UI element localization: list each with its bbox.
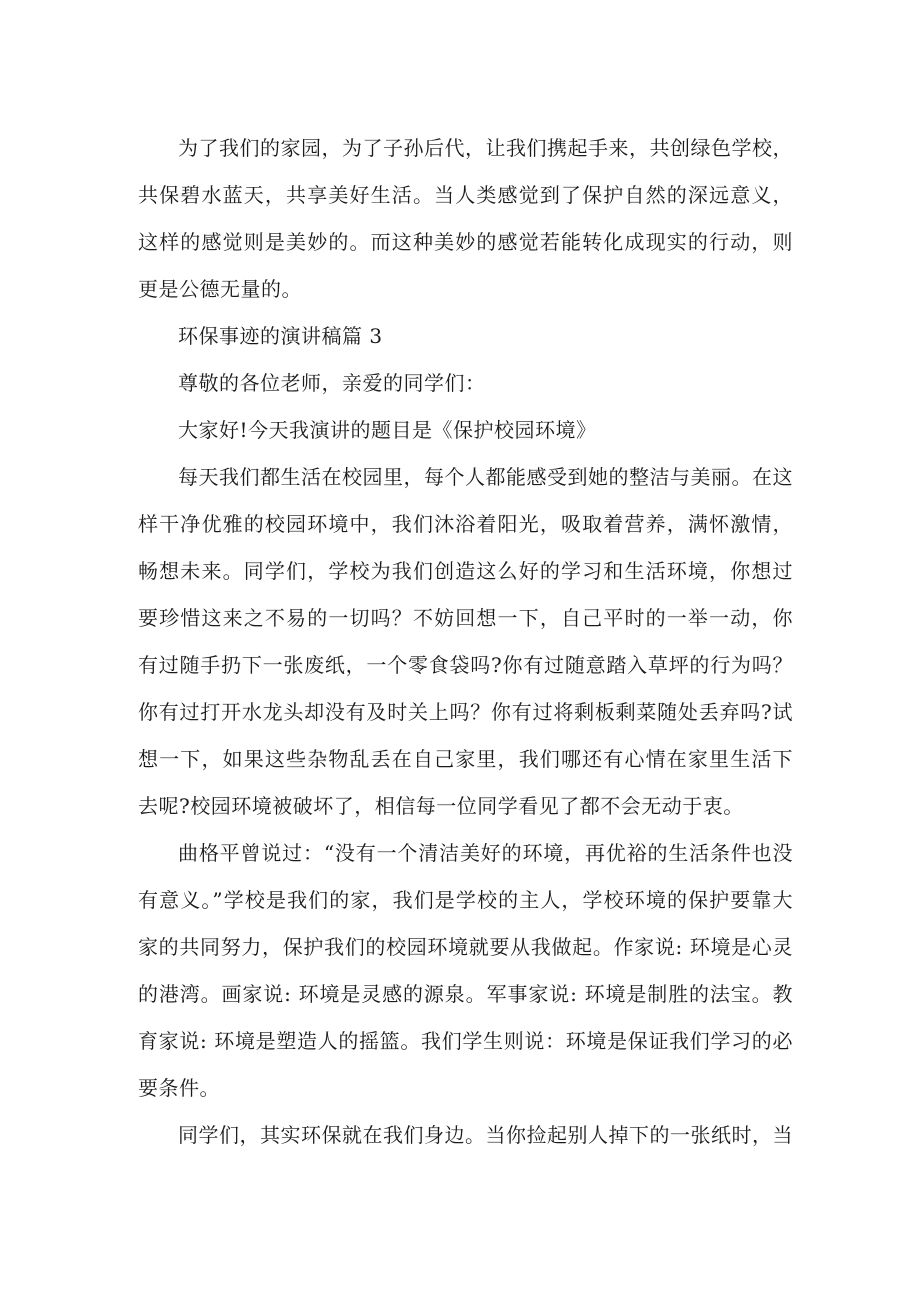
paragraph-quote: 曲格平曾说过：“没有一个清洁美好的环境，再优裕的生活条件也没有意义。”学校是我们的家，我们是学校的主人，学校环境的保护要靠大家的共同努力，保护我们的校园环境就要从我做起。作家说: 环境是心灵的港湾。画家说: 环境是灵感的源泉。军事家说: 环境是制胜的法宝。教育家说: 环境是塑造人的摇篮。我们学生则说：环境是保证我们学习的必要条件。 [138,841,793,1100]
document-body [138,125,793,1159]
greeting-topic: 大家好!今天我演讲的题目是《保护校园环境》 [178,418,597,442]
salutation: 尊敬的各位老师，亲爱的同学们： [178,371,486,395]
paragraph-closing: 为了我们的家园，为了子孙后代，让我们携起手来，共创绿色学校，共保碧水蓝天，共享美好生活。当人类感觉到了保护自然的深远意义，这样的感觉则是美妙的。而这种美妙的感觉若能转化成现实的行动，则更是公德无量的。 [138,136,793,301]
section-heading: 环保事迹的演讲稿篇 3 [178,324,383,348]
paragraph-campus: 每天我们都生活在校园里，每个人都能感受到她的整洁与美丽。在这样干净优雅的校园环境中，我们沐浴着阳光，吸取着营养，满怀激情，畅想未来。同学们，学校为我们创造这么好的学习和生活环境，你想过要珍惜这来之不易的一切吗？不妨回想一下，自己平时的一举一动，你有过随手扔下一张废纸，一个零食袋吗?你有过随意踏入草坪的行为吗？你有过打开水龙头却没有及时关上吗？你有过将剩板剩菜随处丢弃吗?试想一下，如果这些杂物乱丢在自己家里，我们哪还有心情在家里生活下去呢?校园环境被破坏了，相信每一位同学看见了都不会无动于衷。 [138,465,793,818]
paragraph-final: 同学们，其实环保就在我们身边。当你捡起别人掉下的一张纸时，当 [178,1123,793,1147]
